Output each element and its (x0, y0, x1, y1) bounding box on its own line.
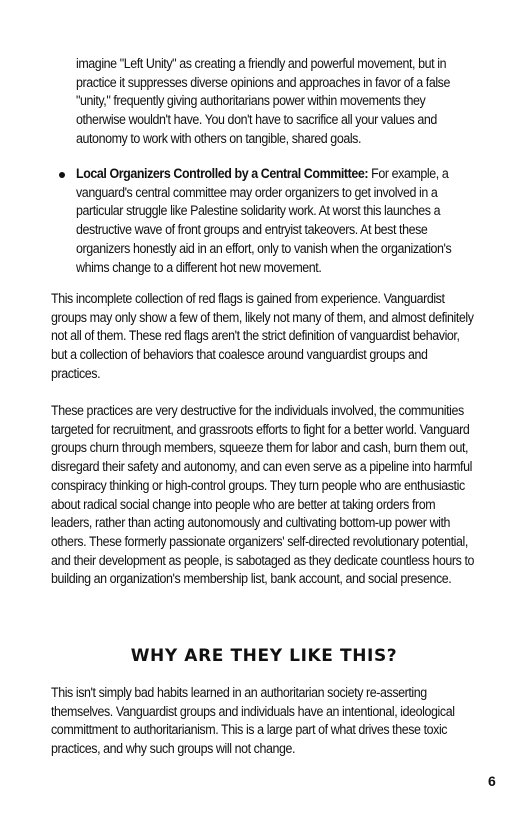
bullet-item (76, 165, 478, 277)
paragraph-red-flags: This incomplete collection of red flags is gained from experience. Vanguardist groups may only show a few of them, likely not many of them, and almost definitely not all of them. These red flags aren't the strict definition of vanguardist behavior, but a collection of behaviors that coalesce around vanguardist groups and practices. (51, 291, 474, 381)
paragraph-authoritarianism: This isn't simply bad habits learned in an authoritarian society re-asserting themselves. Vanguardist groups and individuals have an intentional, ideological committment to authoritarianism. This is a large part of what drives these toxic practices, and why such groups will not change. (51, 685, 455, 757)
bullet-body: For example, a vanguard's central committee may order organizers to get involved in a particular struggle like Palestine solidarity work. At worst this launches a destructive wave of front groups and entryist takeovers. At best these organizers honestly aid in an effort, only to vanish when the organization's whims change to a different hot new movement. (76, 166, 452, 275)
bullet-icon (59, 172, 65, 178)
bullet-title: Local Organizers Controlled by a Central Committee: (76, 166, 369, 181)
continued-bullet-text: imagine "Left Unity" as creating a friendly and powerful movement, but in practice it suppresses diverse opinions and approaches in favor of a false "unity," frequently giving authoritarians power within movements they otherwise wouldn't have. You don't have to sacrifice all your values and autonomy to work with others on tangible, shared goals. (76, 56, 451, 146)
page-number: 6 (488, 773, 496, 789)
paragraph-destructive-practices: These practices are very destructive for the individuals involved, the communities targeted for recruitment, and grassroots efforts to fight for a better world. Vanguard groups churn through members, squeeze them for labor and cash, burn them out, disregard their safety and autonomy, and can even serve as a pipeline into harmful conspiracy thinking or high-control groups. They turn people who are enthusiastic about radical social change into people who are better at taking orders from leaders, rather than acting autonomously and cultivating bottom-up power with others. These formerly passionate organizers' self-directed revolutionary potential, and their development as people, is sabotaged as they dedicate countless hours to building an organization's membership list, bank account, and social presence. (51, 403, 475, 587)
section-heading: WHY ARE THEY LIKE THIS? (130, 646, 398, 666)
